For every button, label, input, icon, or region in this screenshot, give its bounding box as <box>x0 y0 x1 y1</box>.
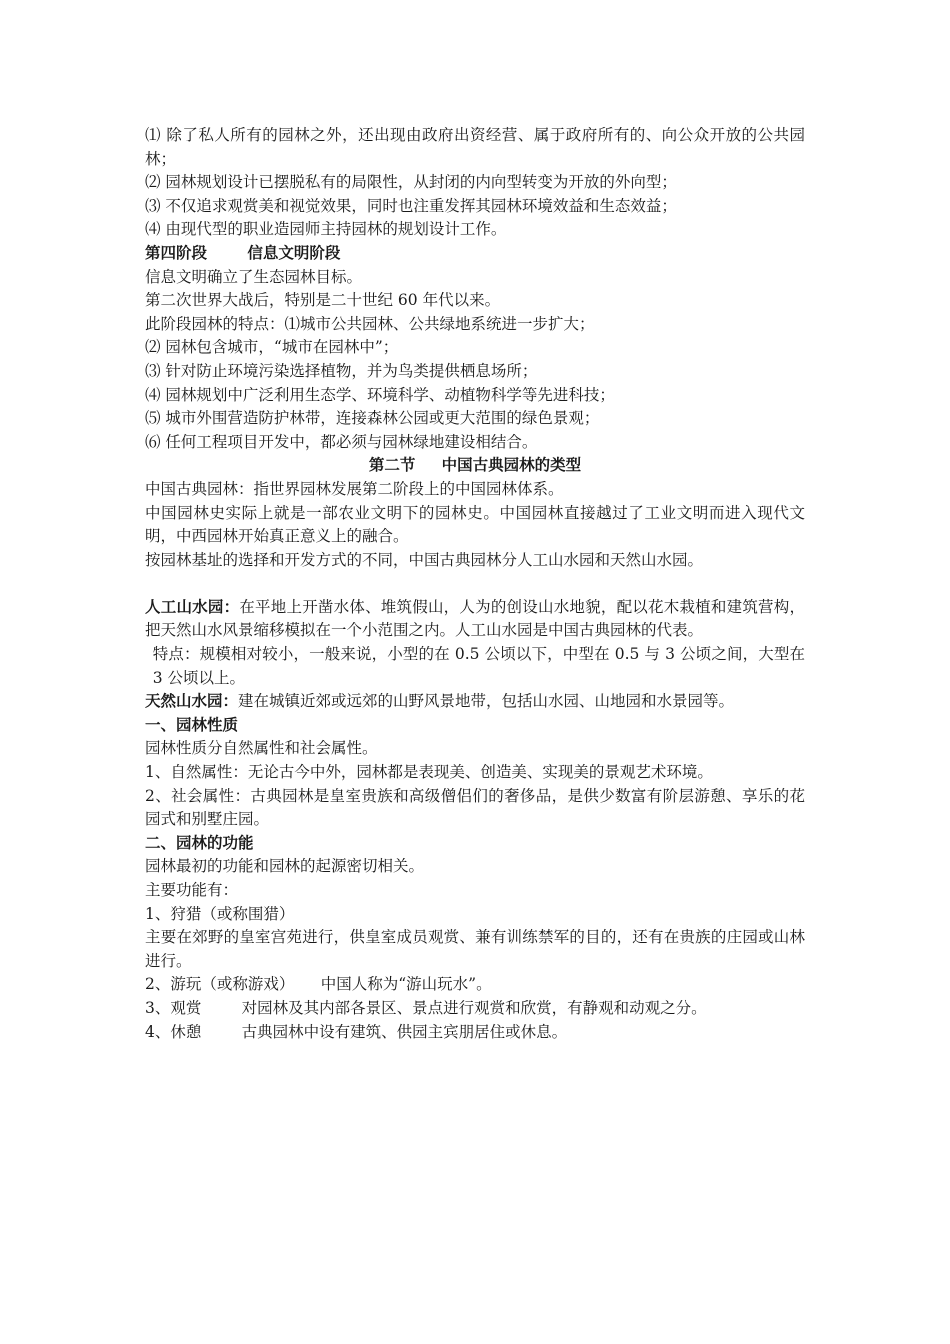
list-item: ⑵ 园林包含城市，“城市在园林中”； <box>145 338 399 357</box>
list-item: ⑹ 任何工程项目开发中，都必须与园林绿地建设相结合。 <box>145 432 538 451</box>
blank-line <box>145 572 805 596</box>
paragraph: 信息文明确立了生态园林目标。 <box>145 267 363 286</box>
list-item: ⑸ 城市外围营造防护林带，连接森林公园或更大范围的绿色景观； <box>145 409 600 428</box>
stage-name: 信息文明阶段 <box>247 243 341 262</box>
paragraph <box>145 690 805 714</box>
paragraph: 中国园林史实际上就是一部农业文明下的园林史。中国园林直接越过了工业文明而进入现代文明，中西园林开始真正意义上的融合。 <box>145 503 805 546</box>
section-title: 中国古典园林的类型 <box>441 456 582 475</box>
section-label: 第二节 <box>368 456 416 475</box>
stage-label: 第四阶段 <box>145 243 208 262</box>
term-definition: 在平地上开凿水体、堆筑假山，人为的创设山水地貌，配以花木栽植和建筑营构，把天然山水风景缩移模拟在一个小范围之内。人工山水园是中国古典园林的代表。 <box>145 597 805 640</box>
document-body <box>145 124 805 1044</box>
list-item: ⑵ 园林规划设计已摆脱私有的局限性，从封闭的内向型转变为开放的外向型； <box>145 173 677 192</box>
function-text: 古典园林中设有建筑、供园主宾朋居住或休息。 <box>241 1022 568 1041</box>
paragraph: 园林性质分自然属性和社会属性。 <box>145 739 378 758</box>
list-item: ⑴ 除了私人所有的园林之外，还出现由政府出资经营、属于政府所有的、向公众开放的公共园林； <box>145 126 805 168</box>
function-item <box>145 1021 805 1045</box>
subsection-heading: 二、园林的功能 <box>145 833 254 852</box>
paragraph: 主要在郊野的皇室宫苑进行，供皇室成员观赏、兼有训练禁军的目的，还有在贵族的庄园或山林进行。 <box>145 928 805 970</box>
function-label: 4、休憩 <box>145 1022 202 1041</box>
term-label: 人工山水园： <box>145 597 240 616</box>
paragraph <box>145 596 805 643</box>
function-item <box>145 973 805 997</box>
function-text: 对园林及其内部各景区、景点进行观赏和欣赏，有静观和动观之分。 <box>241 998 707 1017</box>
subsection-heading: 一、园林性质 <box>145 715 239 734</box>
section-heading <box>145 454 805 478</box>
paragraph: 园林最初的功能和园林的起源密切相关。 <box>145 857 425 876</box>
paragraph: 1、狩猎（或称围猎） <box>145 904 295 923</box>
list-item: ⑶ 不仅追求观赏美和视觉效果，同时也注重发挥其园林环境效益和生态效益； <box>145 196 677 215</box>
paragraph: 主要功能有： <box>145 881 239 899</box>
paragraph: 按园林基址的选择和开发方式的不同，中国古典园林分人工山水园和天然山水园。 <box>145 550 704 569</box>
term-label: 天然山水园： <box>145 692 239 711</box>
paragraph: 中国古典园林：指世界园林发展第二阶段上的中国园林体系。 <box>145 479 564 498</box>
paragraph: 1、自然属性：无论古今中外，园林都是表现美、创造美、实现美的景观艺术环境。 <box>145 763 713 782</box>
function-label: 2、游玩（或称游戏） <box>145 975 295 994</box>
function-text: 中国人称为“游山玩水”。 <box>320 975 492 994</box>
list-item: ⑶ 针对防止环境污染选择植物，并为鸟类提供栖息场所； <box>145 361 538 380</box>
function-item <box>145 997 805 1021</box>
paragraph: 第二次世界大战后，特别是二十世纪 60 年代以来。 <box>145 291 501 310</box>
paragraph: 此阶段园林的特点：⑴城市公共园林、公共绿地系统进一步扩大； <box>145 314 595 333</box>
paragraph: 特点：规模相对较小，一般来说，小型的在 0.5 公顷以下，中型在 0.5 与 3 公顷之间，大型在 3 公顷以上。 <box>152 645 805 687</box>
stage-heading <box>145 242 805 266</box>
function-label: 3、观赏 <box>145 998 202 1017</box>
list-item: ⑷ 由现代型的职业造园师主持园林的规划设计工作。 <box>145 220 507 239</box>
list-item: ⑷ 园林规划中广泛利用生态学、环境科学、动植物科学等先进科技； <box>145 385 615 404</box>
paragraph: 2、社会属性：古典园林是皇室贵族和高级僧侣们的奢侈品，是供少数富有阶层游憩、享乐的花园式和别墅庄园。 <box>145 786 805 829</box>
term-definition: 建在城镇近郊或远郊的山野风景地带，包括山水园、山地园和水景园等。 <box>238 692 735 711</box>
